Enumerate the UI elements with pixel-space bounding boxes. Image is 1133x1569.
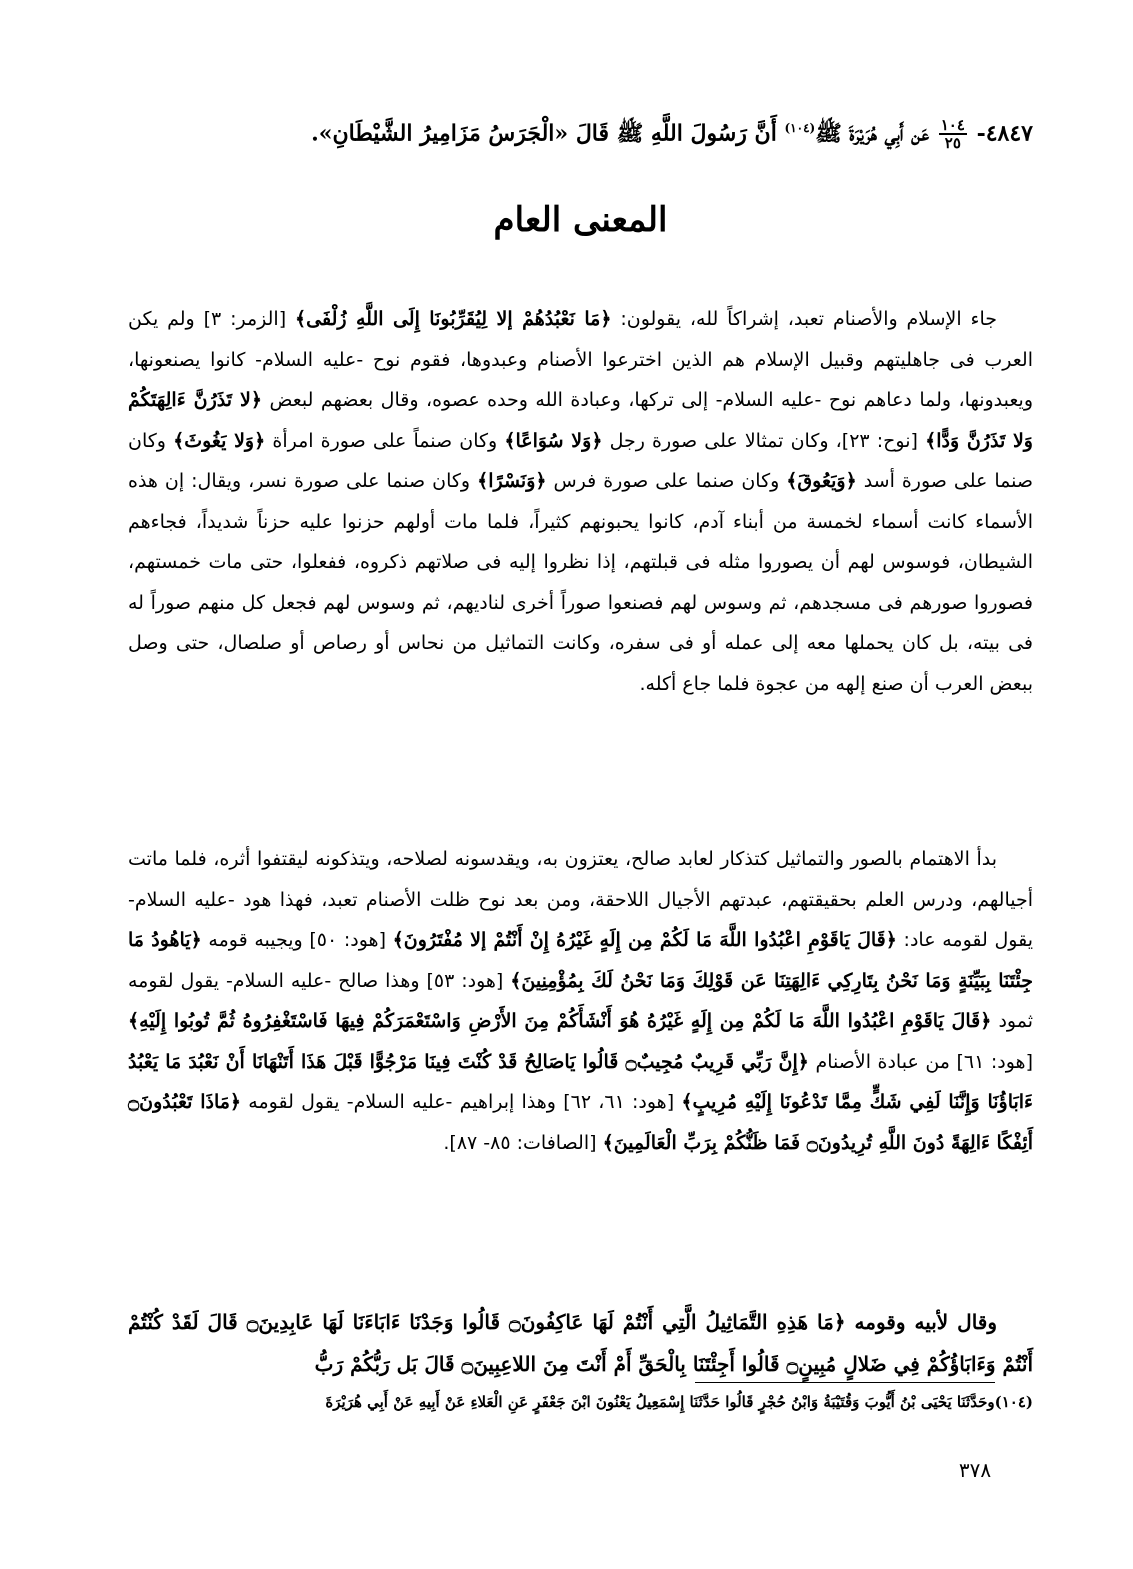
section-title: المعنى العام: [493, 200, 668, 240]
paragraph-text: [هود: ٦١] من عبادة الأصنام: [808, 1050, 1033, 1073]
quran-quote: ﴿مَا نَعْبُدُهُمْ إلا لِيُقَرِّبُونَا إِلَى اللَّهِ زُلْفَى﴾: [294, 308, 612, 330]
hadith-cross-reference-fraction: [939, 117, 967, 151]
paragraph-text: وكان صنما على صورة نسر، ويقال: إن هذه الأسماء كانت أسماء لخمسة من أبناء آدم، كانوا يحبونهم كثيراً، فلما مات أولهم حزنوا عليه حزناً شديداً، فجاءهم الشيطان، فوسوس لهم أن يصوروا مثله فى قبلتهم، إذا نظروا إليه فى صلاتهم ذكروه، ففعلوا، حتى مات خمستهم، فصوروا صورهم فى مسجدهم، ثم وسوس لهم فصنعوا صوراً أخرى لناديهم، ثم وسوس لهم فجعل كل منهم صوراً له فى بيته، بل كان يحملها معه إلى عمله أو فى سفره، وكانت التماثيل من نحاس أو رصاص أو صلصال، حتى وصل ببعض العرب أن صنع إلهه من عجوة فلما جاع أكله.: [128, 470, 1033, 695]
quran-quote: ﴿وَيَعُوقَ﴾: [786, 470, 857, 492]
quran-quote: ﴿يَاهُودُ مَا جِئْتَنَا بِبَيِّنَةٍ وَمَا نَحْنُ بِتَارِكِي ءَالِهَتِنَا عَن قَوْلِكَ وَمَا نَحْنُ لَكَ بِمُؤْمِنِينَ﴾: [128, 929, 1033, 992]
quran-quote: ﴿وَنَسْرًا﴾: [477, 470, 547, 492]
quran-quote: ﴿مَا هَذِهِ التَّمَاثِيلُ الَّتِي أَنْتُمْ لَهَا عَاكِفُونَ۝ قَالُوا وَجَدْنَا ءَابَاءَنَا لَهَا عَابِدِينَ۝ قَالَ لَقَدْ كُنْتُمْ أَنْتُمْ وَءَابَاؤُكُمْ فِي ضَلالٍ مُبِينٍ۝ قَالُوا أَجِئْتَنَا بِالْحَقِّ أَمْ أَنْتَ مِنَ اللاعِبِينَ۝ قَالَ بَل رَبُّكُمْ رَبُّ: [128, 1310, 1033, 1376]
quran-quote: ﴿قَالَ يَاقَوْمِ اعْبُدُوا اللَّهَ مَا لَكُمْ مِن إِلَهٍ غَيْرُهُ هُوَ أَنْشَأَكُمْ مِنَ الأَرْضِ وَاسْتَعْمَرَكُمْ فِيهَا فَاسْتَغْفِرُوهُ ثُمَّ تُوبُوا إِلَيْهِ﴾: [128, 1010, 992, 1032]
quran-quote: ﴿لا تَذَرُنَّ ءَالِهَتَكُمْ وَلا تَذَرُنَّ وَدًّا﴾: [128, 389, 1033, 452]
quran-quote: ﴿إِنَّ رَبِّي قَرِيبٌ مُجِيبٌ۝ قَالُوا يَاصَالِحُ قَدْ كُنْتَ فِينَا مَرْجُوًّا قَبْلَ هَذَا أَتَنْهَانَا أَنْ نَعْبُدَ مَا يَعْبُدُ ءَابَاؤُنَا وَإِنَّنَا لَفِي شَكٍّ مِمَّا تَدْعُونَا إِلَيْهِ مُرِيبٍ﴾: [128, 1050, 1033, 1113]
paragraph-text: وكان صنما على صورة فرس: [546, 470, 787, 492]
hadith-text-matn: أَنَّ رَسُولَ اللَّهِ ﷺ قَالَ «الْجَرَسُ مَزَامِيرُ الشَّيْطَانِ».: [311, 120, 777, 147]
quran-quote: ﴿قَالَ يَاقَوْمِ اعْبُدُوا اللَّهَ مَا لَكُمْ مِن إِلَهٍ غَيْرُهُ إِنْ أَنْتُمْ إلا مُفْتَرُونَ﴾: [392, 929, 897, 951]
footnote: [128, 1387, 1033, 1417]
paragraph-text: [هود: ٥٠] ويجيبه قومه: [201, 929, 393, 951]
quran-quote: ﴿وَلا سُوَاعًا﴾: [504, 429, 603, 452]
hadith-dash: -: [976, 120, 986, 147]
fraction-denominator: ٢٥: [944, 134, 961, 153]
paragraph-text: جاء الإسلام والأصنام تعبد، إشراكاً لله، يقولون:: [611, 308, 997, 330]
fraction-numerator: ١٠٤: [940, 116, 965, 135]
paragraph-text: وكان صنما على صورة أسد: [128, 429, 1033, 492]
quran-quote: ﴿مَاذَا تَعْبُدُونَ۝ أَئِفْكًا ءَالِهَةً دُونَ اللَّهِ تُرِيدُونَ۝ فَمَا ظَنُّكُمْ بِرَبِّ الْعَالَمِينَ﴾: [128, 1091, 1033, 1154]
paragraph-general-meaning-2: [128, 839, 1033, 1163]
footnote-number: (١٠٤): [994, 1393, 1033, 1411]
paragraph-general-meaning-3: [128, 1301, 1033, 1385]
paragraph-text: وقال لأبيه وقومه: [845, 1310, 998, 1334]
footnote-reference: (١٠٤): [784, 121, 816, 135]
footnote-text: وحَدَّثَنَا يَحْيَى بْنُ أَيُّوبَ وَقُتَيْبَةُ وَابْنُ حُجْرٍ قَالُوا حَدَّثَنَا إِسْمَعِيلُ يَعْنُونَ ابْنَ جَعْفَرٍ عَنِ الْعَلاءِ عَنْ أَبِيهِ عَنْ أَبِي هُرَيْرَةَ: [325, 1393, 995, 1411]
paragraph-text: [هود: ٥٣] وهذا صالح -عليه السلام- يقول لقومه ثمود: [128, 969, 1034, 1032]
paragraph-text: [الصافات: ٨٥- ٨٧].: [443, 1131, 603, 1154]
paragraph-text: [هود: ٦١، ٦٢] وهذا إبراهيم -عليه السلام- يقول لقومه: [241, 1091, 682, 1113]
hadith-line: [128, 108, 1033, 153]
footnote-separator: [695, 1382, 995, 1383]
paragraph-text: [نوح: ٢٣]، وكان تمثالا على صورة رجل: [602, 429, 926, 452]
page-number: ٣٧٨: [958, 1458, 992, 1482]
hadith-number: ٤٨٤٧: [985, 120, 1033, 147]
paragraph-text: [الزمر: ٣] ولم يكن العرب فى جاهليتهم وقبيل الإسلام هم الذين اخترعوا الأصنام وعبدوها، فقوم نوح -عليه السلام- كانوا يصنعونها، ويعبدونها، ولما دعاهم نوح -عليه السلام- إلى تركها، وعبادة الله وحده عصوه، وقال بعضهم لبعض: [128, 308, 1033, 411]
paragraph-text: بدأ الاهتمام بالصور والتماثيل كتذكار لعابد صالح، يعتزون به، ويقدسونه لصلاحه، ويتذكونه ليقتفوا أثره، فلما ماتت أجيالهم، ودرس العلم بحقيقتهم، عبدتهم الأجيال اللاحقة، ومن بعد نوح ظلت الأصنام تعبد، فهذا هود -عليه السلام- يقول لقومه عاد:: [128, 848, 1033, 951]
paragraph-general-meaning-1: [128, 299, 1033, 704]
paragraph-text: وكان صنماً على صورة امرأة: [265, 429, 505, 452]
quran-quote: ﴿وَلا يَغُوثَ﴾: [173, 429, 266, 452]
hadith-text-narrator: عَن أَبِي هُرَيْرَةَ ﷺ: [815, 120, 930, 147]
